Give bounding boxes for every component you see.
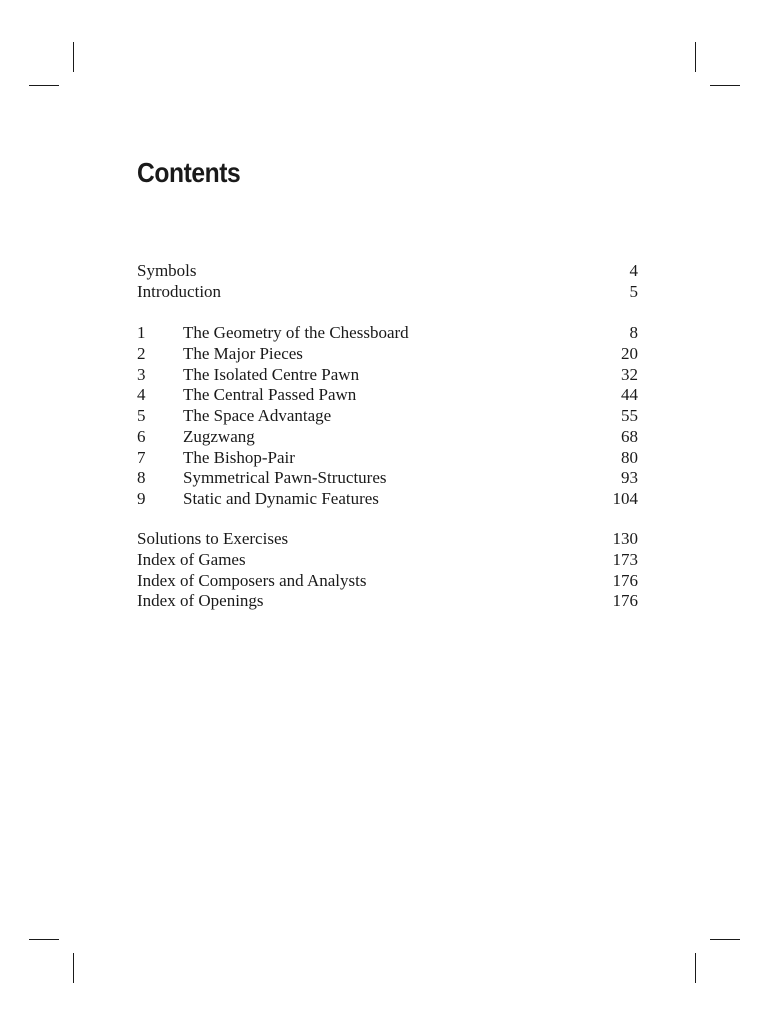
toc-entry-page: 173 — [612, 549, 638, 569]
crop-mark-top-right-vertical — [695, 42, 696, 72]
toc-entry[interactable] — [137, 550, 638, 571]
toc-chapter-entry[interactable] — [137, 365, 638, 386]
toc-chapter-label: The Major Pieces — [183, 343, 303, 363]
toc-chapter-label: The Central Passed Pawn — [183, 385, 357, 405]
toc-back-matter — [137, 529, 638, 612]
toc-chapter-entry[interactable] — [137, 448, 638, 469]
toc-chapter-page: 93 — [621, 468, 638, 488]
crop-mark-top-left-vertical — [73, 42, 74, 72]
toc-chapter-label: Static and Dynamic Features — [183, 489, 379, 508]
toc-entry[interactable] — [137, 591, 638, 612]
toc-entry-page: 176 — [612, 570, 638, 590]
toc-chapter-page: 44 — [621, 385, 638, 405]
toc-chapter-page: 8 — [629, 323, 638, 342]
crop-mark-bottom-left-vertical — [73, 953, 74, 983]
toc-chapter-number: 3 — [137, 364, 146, 384]
toc-chapter-label: The Geometry of the Chessboard — [183, 323, 409, 342]
crop-mark-bottom-right-horizontal — [710, 939, 740, 940]
toc-chapter-number: 7 — [137, 447, 146, 467]
toc-chapter-label: The Space Advantage — [183, 406, 332, 425]
toc-chapters — [137, 323, 638, 510]
toc-entry-label: Symbols — [137, 261, 197, 280]
toc-chapter-entry[interactable] — [137, 323, 638, 344]
toc-chapter-page: 55 — [621, 406, 638, 425]
toc-chapter-page: 80 — [621, 447, 638, 467]
toc-chapter-entry[interactable] — [137, 427, 638, 448]
crop-mark-top-right-horizontal — [710, 85, 740, 86]
toc-chapter-label: Zugzwang — [183, 426, 255, 446]
toc-chapter-entry[interactable] — [137, 385, 638, 406]
toc-entry-label: Index of Composers and Analysts — [137, 570, 367, 590]
toc-chapter-label: The Bishop-Pair — [183, 447, 295, 467]
toc-chapter-page: 32 — [621, 364, 638, 384]
toc-chapter-number: 8 — [137, 468, 146, 488]
toc-chapter-page: 104 — [612, 489, 638, 508]
toc-chapter-number: 5 — [137, 406, 146, 425]
crop-mark-top-left-horizontal — [29, 85, 59, 86]
toc-chapter-number: 4 — [137, 385, 146, 405]
toc-chapter-label: The Isolated Centre Pawn — [183, 364, 360, 384]
toc-chapter-entry[interactable] — [137, 489, 638, 510]
toc-entry-label: Index of Openings — [137, 591, 264, 611]
crop-mark-bottom-right-vertical — [695, 953, 696, 983]
toc-entry-page: 130 — [612, 529, 638, 548]
toc-entry-page: 5 — [629, 281, 638, 301]
toc-entry-page: 4 — [629, 261, 638, 280]
toc-entry-page: 176 — [612, 591, 638, 611]
toc-chapter-entry[interactable] — [137, 468, 638, 489]
toc-entry[interactable] — [137, 529, 638, 550]
toc-chapter-page: 68 — [621, 426, 638, 446]
toc-chapter-number: 2 — [137, 343, 146, 363]
page-title: Contents — [137, 157, 241, 188]
toc-entry-label: Solutions to Exercises — [137, 529, 289, 548]
toc-chapter-number: 9 — [137, 489, 146, 508]
toc-entry[interactable] — [137, 261, 638, 282]
toc-chapter-entry[interactable] — [137, 344, 638, 365]
toc-chapter-entry[interactable] — [137, 406, 638, 427]
toc-front-matter — [137, 261, 638, 303]
toc-entry[interactable] — [137, 571, 638, 592]
toc-chapter-number: 1 — [137, 323, 146, 342]
toc-entry[interactable] — [137, 282, 638, 303]
crop-mark-bottom-left-horizontal — [29, 939, 59, 940]
toc-chapter-page: 20 — [621, 343, 638, 363]
toc-entry-label: Index of Games — [137, 549, 246, 569]
toc-chapter-label: Symmetrical Pawn-Structures — [183, 468, 387, 488]
toc-entry-label: Introduction — [137, 281, 222, 301]
toc-chapter-number: 6 — [137, 426, 146, 446]
